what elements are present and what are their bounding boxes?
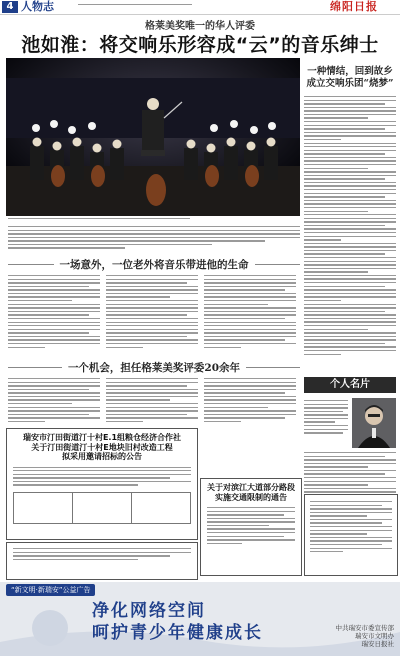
notice-1-table xyxy=(13,492,191,524)
body-column-1 xyxy=(8,275,100,348)
sidebar-story xyxy=(304,66,396,355)
subheading-2: 一个机会，担任格莱美奖评委20余年 xyxy=(8,360,300,375)
subheading-1: 一场意外，一位老外将音乐带进他的生命 xyxy=(8,257,300,272)
notice-box-2 xyxy=(200,478,302,576)
profile-heading: 个人名片 xyxy=(304,377,396,393)
ad-tag: “新文明·新瑞安”公益广告 xyxy=(6,584,95,596)
portrait-photo xyxy=(352,398,396,448)
body-column-5 xyxy=(106,378,198,422)
notice-1-body-placeholder xyxy=(13,467,191,486)
notice-4-body-placeholder xyxy=(310,501,392,552)
newspaper-logo: 绵阳日报 xyxy=(330,0,378,13)
kicker: 格莱美奖唯一的华人评委 xyxy=(145,21,255,32)
notice-2-title: 关于对滨江大道部分路段 实施交通限制的通告 xyxy=(207,483,295,502)
portrait-figure xyxy=(352,398,396,448)
subsection-1 xyxy=(8,257,300,272)
subsection-2 xyxy=(8,360,300,375)
headline: 池如淮：将交响乐形容成“云”的音乐绅士 xyxy=(21,34,379,56)
body-column-2 xyxy=(106,275,198,348)
notice-box-1 xyxy=(6,428,198,540)
body-column-6 xyxy=(204,378,296,422)
ad-slogan-1: 净化网络空间 xyxy=(92,601,206,621)
sidebar-text-placeholder xyxy=(304,96,396,355)
section-number: 4 xyxy=(2,1,18,13)
issue-date-placeholder xyxy=(78,4,208,9)
body-column-3 xyxy=(204,275,296,348)
notice-box-3 xyxy=(6,542,198,580)
body-column-4 xyxy=(8,378,100,422)
notice-2-body-placeholder xyxy=(207,507,295,544)
lede-placeholder xyxy=(8,226,300,249)
profile-text-placeholder xyxy=(304,400,348,434)
sidebar-heading: 一种情结，回到故乡 成立交响乐团“烧梦” xyxy=(306,66,394,89)
notice-1-title: 瑞安市汀田街道汀十村E.1组粮仓经济合作社 关于汀田街道汀十村E地块旧村改造工程 拟采用邀请招标的公告 xyxy=(22,433,182,461)
orchestra-photo xyxy=(6,58,300,216)
notice-box-4 xyxy=(304,494,398,576)
photo-caption-placeholder xyxy=(8,218,268,219)
section-title: 人物志 xyxy=(21,0,54,13)
hero-photo xyxy=(6,58,300,216)
ad-slogan-2: 呵护青少年健康成长 xyxy=(92,623,263,643)
notice-3-body-placeholder xyxy=(13,548,191,560)
ad-sponsor: 中共瑞安市委宣传部 瑞安市文明办 瑞安日报社 xyxy=(335,624,394,648)
